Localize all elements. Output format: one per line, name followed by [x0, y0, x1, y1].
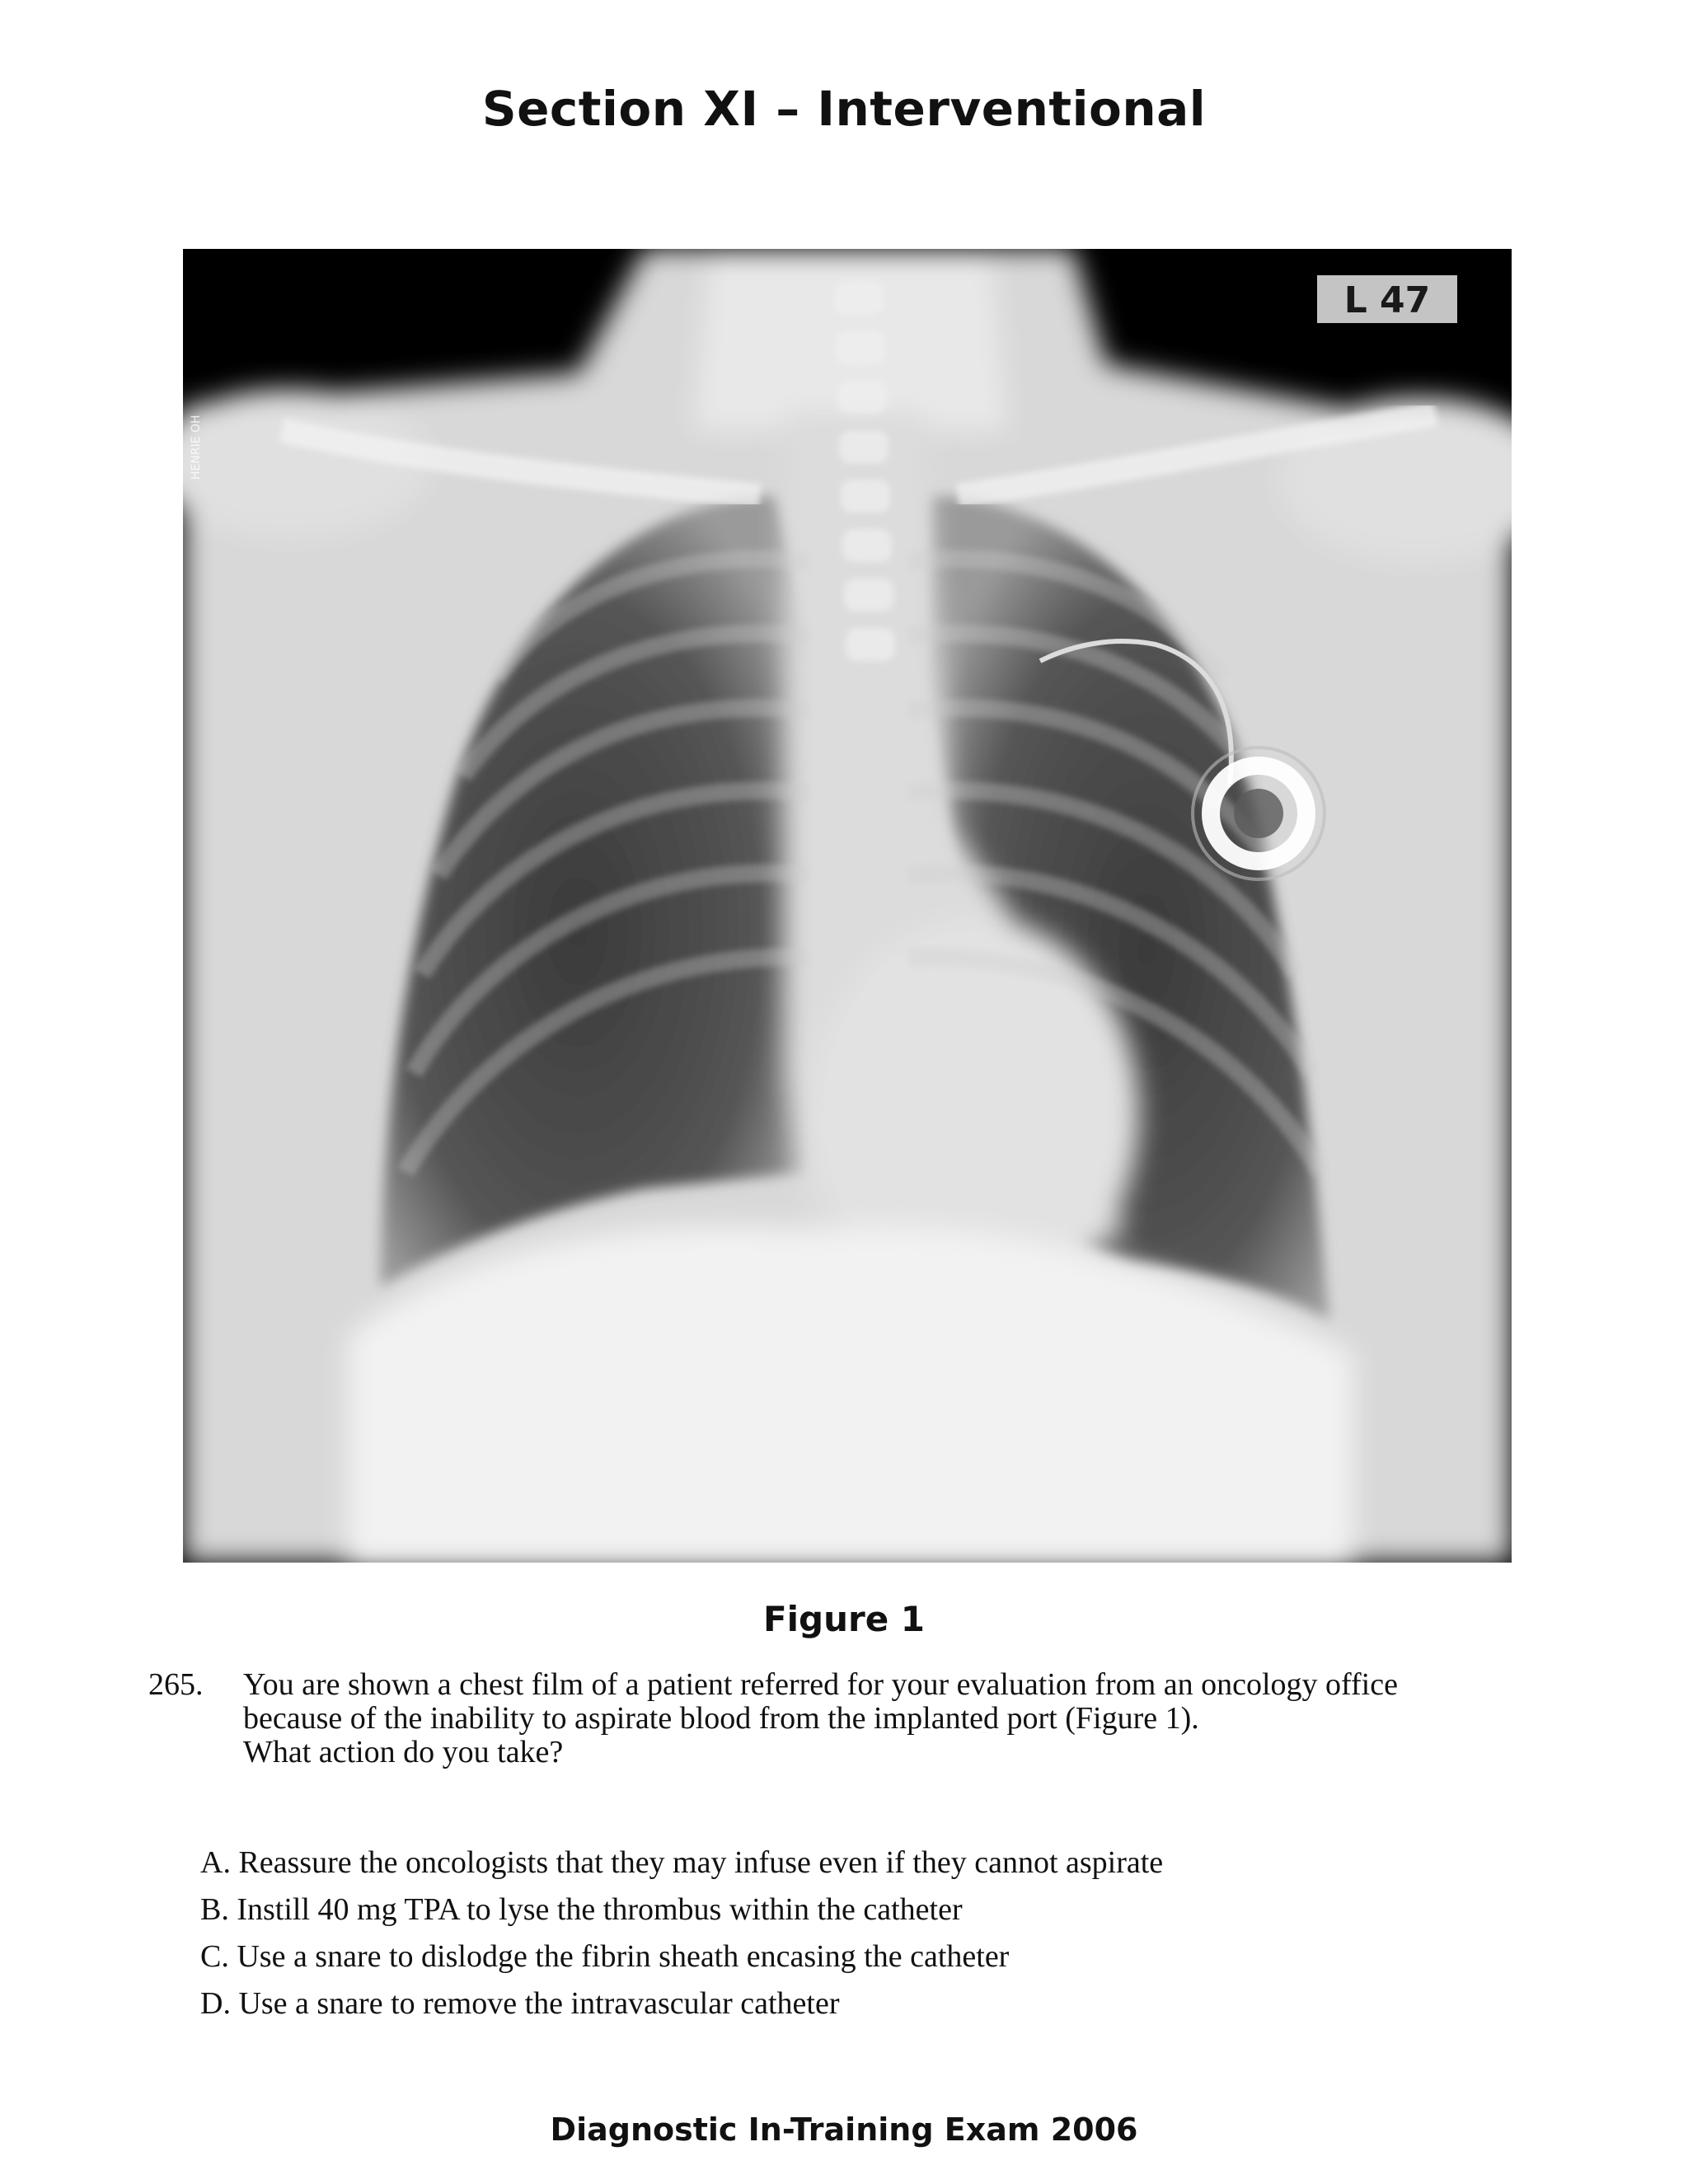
question-number: 265.: [148, 1667, 204, 1702]
chest-xray-figure: [183, 249, 1512, 1563]
question-line: You are shown a chest film of a patient referred for your evaluation from an oncology office: [243, 1667, 1398, 1702]
question-stem: [243, 1668, 1554, 1769]
section-title: Section XI – Interventional: [481, 81, 1207, 137]
answer-option-a: A. Reassure the oncologists that they may infuse even if they cannot aspirate: [200, 1845, 1164, 1880]
xray-marker-label: L 47: [1343, 279, 1431, 321]
answer-options: [200, 1840, 1163, 2027]
page-footer: Diagnostic In-Training Exam 2006: [550, 2111, 1138, 2148]
xray-side-text: HENRIE OH: [190, 415, 203, 480]
question-line: What action do you take?: [243, 1735, 564, 1769]
figure-caption: Figure 1: [762, 1599, 926, 1639]
answer-option-c: C. Use a snare to dislodge the fibrin sheath encasing the catheter: [200, 1939, 1010, 1974]
answer-option-d: D. Use a snare to remove the intravascular catheter: [200, 1986, 840, 2021]
answer-option-b: B. Instill 40 mg TPA to lyse the thrombus within the catheter: [200, 1892, 963, 1927]
question-line: because of the inability to aspirate blood from the implanted port (Figure 1).: [243, 1701, 1199, 1736]
